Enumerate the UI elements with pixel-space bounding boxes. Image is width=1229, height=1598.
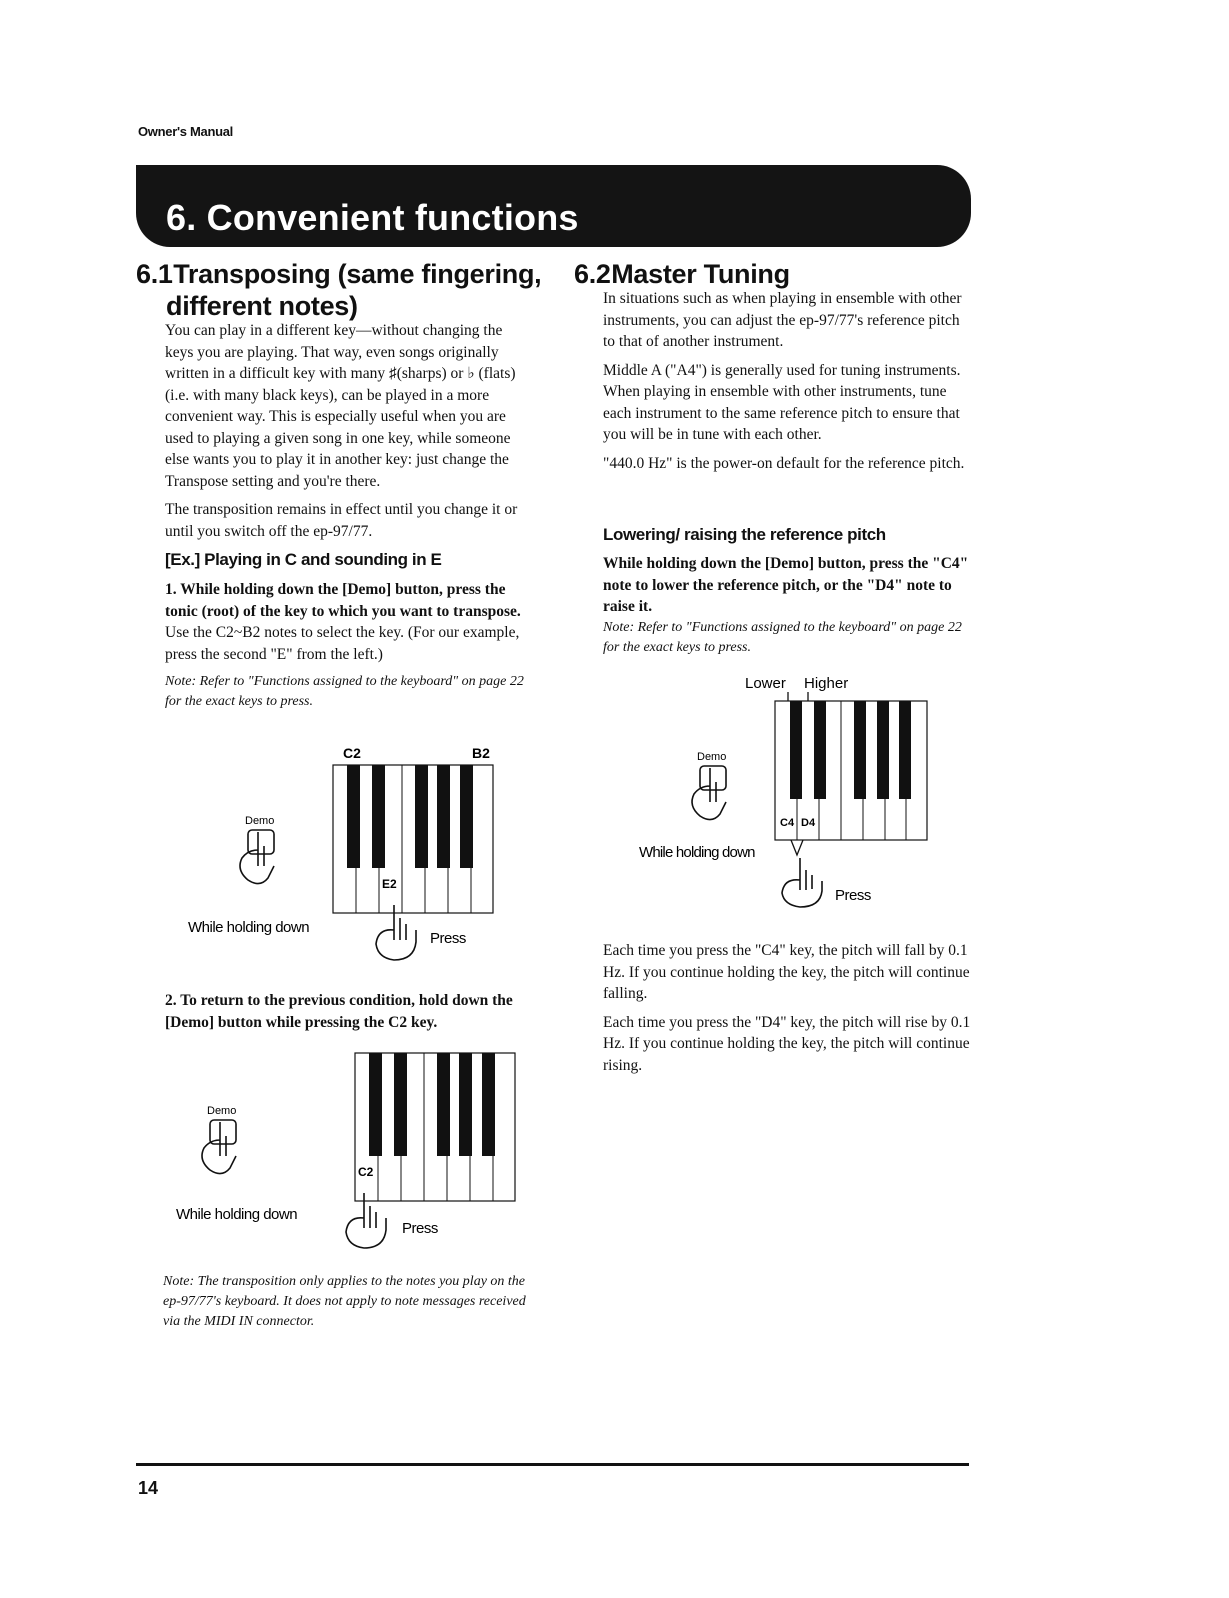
section-title: Master Tuning xyxy=(611,259,790,289)
finger-on-demo-icon xyxy=(692,766,726,820)
tuning-instruction-block xyxy=(603,553,971,658)
paragraph: The transposition remains in effect until you change it or until you switch off the ep-97/77. xyxy=(165,501,518,540)
paragraph: Each time you press the "C4" key, the pitch will fall by 0.1 Hz. If you continue holding the key, the pitch will continue falling. xyxy=(603,942,970,1002)
paragraph: In situations such as when playing in ensemble with other instruments, you can adjust the ep-97/77's reference pitch to that of another instrument. xyxy=(603,290,962,350)
section-6-1-body xyxy=(165,320,533,549)
lower-label: Lower xyxy=(745,675,786,692)
paragraph: Middle A ("A4") is generally used for tuning instruments. When playing in ensemble with other instruments, tune each instrument to the same reference pitch to ensure that you will be in tune with each other. xyxy=(603,361,961,443)
holding-label: While holding down xyxy=(639,844,755,861)
section-6-2-body xyxy=(603,288,971,481)
example-heading: [Ex.] Playing in C and sounding in E xyxy=(165,550,442,569)
running-head: Owner's Manual xyxy=(138,124,233,139)
demo-button-label: Demo xyxy=(245,815,275,827)
paragraph: Each time you press the "D4" key, the pitch will rise by 0.1 Hz. If you continue holding the key, the pitch will continue rising. xyxy=(603,1013,971,1074)
holding-label: While holding down xyxy=(176,1206,298,1223)
keyboard-illustration xyxy=(355,1053,515,1201)
section-number: 6.2 xyxy=(574,259,611,289)
higher-label: Higher xyxy=(804,675,849,692)
section-title-line1: Transposing (same fingering, xyxy=(173,259,542,289)
note: Note: Refer to "Functions assigned to the keyboard" on page 22 for the exact keys to press. xyxy=(603,619,962,655)
final-note-block xyxy=(163,1272,531,1332)
paragraph: You can play in a different key—without changing the keys you are playing. That way, even songs originally written in a difficult key with many ♯(sharps) or ♭ (flats) (i.e. with many black keys), can be played in a more convenient way. This is especially useful when you are used to playing a given song in one key, while someone else wants you to play it in another key: just change the Transpose setting and you're there. xyxy=(165,322,516,490)
finger-press-icon xyxy=(782,858,822,907)
d4-key-label: D4 xyxy=(801,817,816,829)
instruction: While holding down the [Demo] button, press the "C4" note to lower the reference pitch, or the "D4" note to raise it. xyxy=(603,555,969,615)
pressed-key-label: E2 xyxy=(382,877,397,891)
demo-button-label: Demo xyxy=(697,751,727,763)
chapter-title: 6. Convenient functions xyxy=(166,197,579,238)
transpose-diagram xyxy=(180,740,510,965)
press-label: Press xyxy=(430,930,466,947)
section-6-2-heading xyxy=(574,258,790,290)
c4-key-label: C4 xyxy=(780,817,795,829)
master-tuning-diagram xyxy=(635,670,935,910)
step-1-block xyxy=(165,579,533,712)
chapter-banner xyxy=(136,165,971,247)
section-number: 6.1 xyxy=(136,259,173,289)
pressed-key-label: C2 xyxy=(358,1165,374,1179)
step-2-block xyxy=(165,990,533,1040)
demo-button-label: Demo xyxy=(207,1105,237,1117)
press-label: Press xyxy=(835,887,871,904)
finger-on-demo-icon xyxy=(240,830,274,884)
note: Note: Refer to "Functions assigned to the keyboard" on page 22 for the exact keys to press. xyxy=(165,674,524,709)
keyboard-illustration xyxy=(333,765,493,913)
paragraph: "440.0 Hz" is the power-on default for the reference pitch. xyxy=(603,454,965,472)
keyboard-illustration xyxy=(775,701,927,840)
subheading: Lowering/ raising the reference pitch xyxy=(603,525,886,544)
section-title-line2: different notes) xyxy=(166,291,358,321)
key-range-start-label: C2 xyxy=(343,745,361,761)
transpose-reset-diagram xyxy=(172,1050,522,1260)
tuning-behaviour-block xyxy=(603,940,971,1083)
press-label: Press xyxy=(402,1220,438,1237)
page-number: 14 xyxy=(138,1478,159,1498)
footer-rule xyxy=(136,1463,969,1466)
key-range-end-label: B2 xyxy=(472,745,490,761)
step-1-detail: Use the C2~B2 notes to select the key. (For our example, press the second "E" from the left.) xyxy=(165,624,520,663)
finger-on-demo-icon xyxy=(202,1120,236,1174)
note: Note: The transposition only applies to the notes you play on the ep-97/77's keyboard. It does not apply to note messages received via the MIDI IN connector. xyxy=(163,1274,526,1329)
holding-label: While holding down xyxy=(188,919,310,936)
section-6-1-heading xyxy=(136,258,556,322)
step-2: 2. To return to the previous condition, hold down the [Demo] button while pressing the C2 key. xyxy=(165,992,513,1031)
step-1: 1. While holding down the [Demo] button, press the tonic (root) of the key to which you want to transpose. xyxy=(165,581,521,620)
